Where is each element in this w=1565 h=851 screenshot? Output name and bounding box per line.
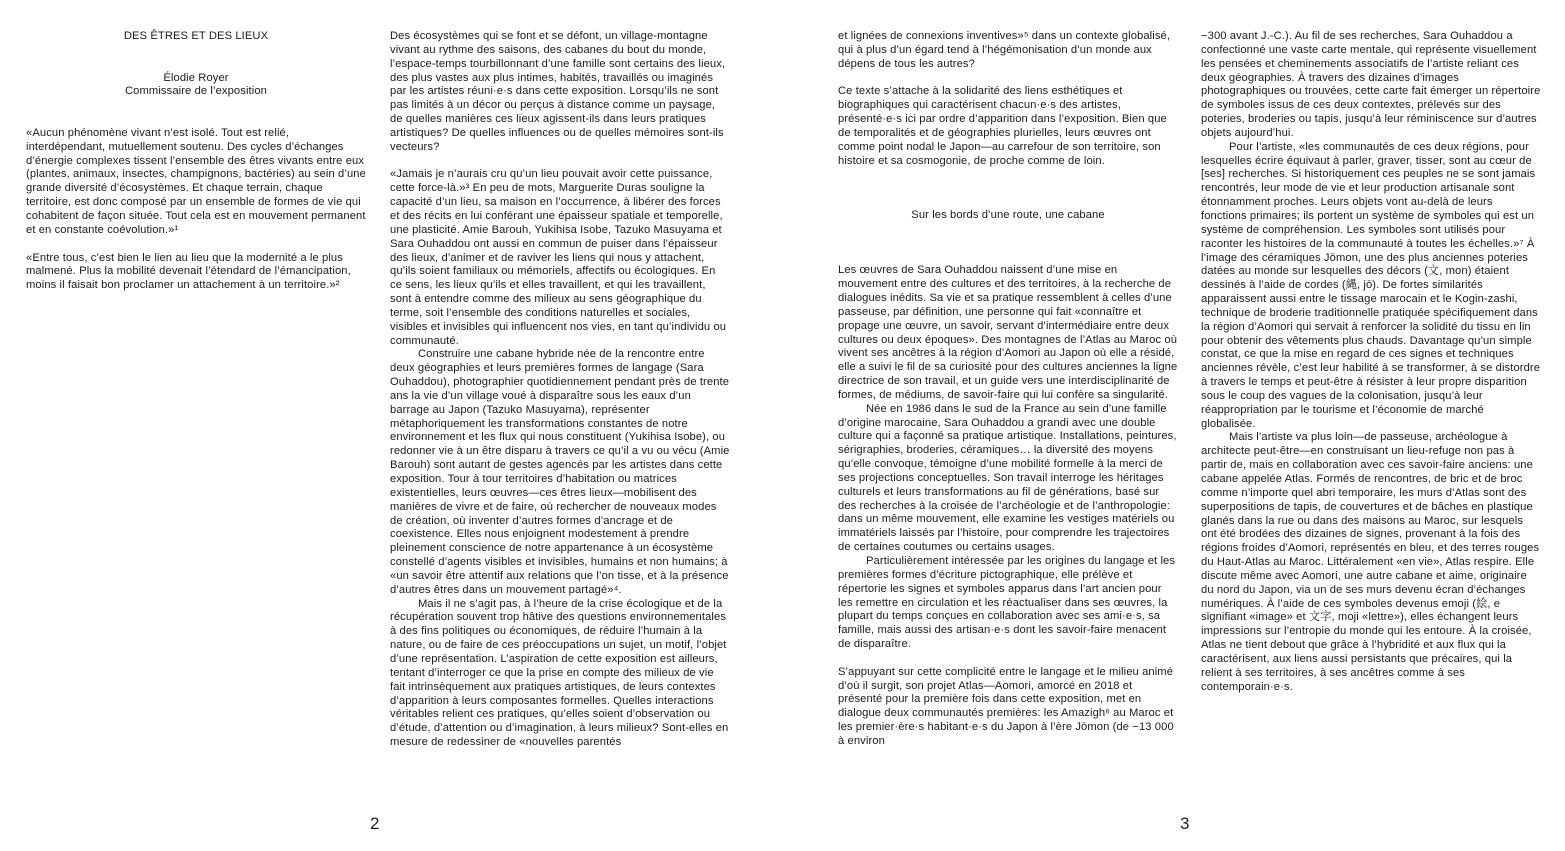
paragraph: Construire une cabane hybride née de la rencontre entre deux géographies et leurs premières formes de langage (Sara Ouhaddou), photographier quotidiennement pendant près de trente ans la vie d’un village voué à disparaître sous les eaux d’un barrage au Japon (Tazuko Masuyama), représenter métaphoriquement les transformations constantes de notre environnement et les flux qui nous constituent (Yukihisa Isobe), ou redonner vie à un être disparu à travers ce qu’il a vu ou vécu (Amie Barouh) sont autant de gestes agencés par les artistes dans cette exposition. Tour à tour territoires d’habitation ou matrices existentielles, leurs œuvres—ces êtres lieux—mobilisent des manières de vivre et de faire, où rechercher de nouveaux modes de création, où inventer d’autres formes d’ancrage et de coexistence. Elles nous enjoignent modestement à prendre pleinement conscience de notre appartenance à un écosystème constellé d’agents visibles et invisibles, humains et non humains; à «un savoir être attentif aux relations que l’on tisse, et à la présence d’autres êtres dans un mouvement partagé»⁴. (390, 348, 730, 596)
section-title: Sur les bords d’une route, une cabane (911, 209, 1105, 222)
column-2 (390, 30, 730, 750)
epigraph-1: «Aucun phénomène vivant n’est isolé. Tout est relié, interdépendant, mutuellement soutenu. Des cycles d’échanges d’énergie complexes tissent l’ensemble des êtres vivants entre eux (plantes, animaux, insectes, champignons, bactéries) au sein d’une grande diversité d’écosystèmes. Et chaque terrain, chaque territoire, est donc composé par un ensemble de formes de vie qui cohabitent de façon située. Tout cela est en mouvement permanent et en constante coévolution.»¹ (26, 126, 366, 236)
paragraph: Née en 1986 dans le sud de la France au sein d’une famille d’origine marocaine, Sara Ouhaddou a grandi avec une double culture qui a façonné sa pratique artistique. Installations, peintures, sérigraphies, broderies, céramiques… la diversité des moyens qu’elle convoque, témoigne d’une mobilité formelle à la merci de ses projections conceptuelles. Son travail interroge les héritages culturels et leurs transformations au fil de générations, basé sur des recherches à la croisée de l’archéologie et de l’anthropologie: dans un même mouvement, elle examine les vestiges matériels ou immatériels laissés par l’histoire, pour comprendre les trajectoires de certaines coutumes ou certains usages. (838, 402, 1177, 554)
paragraph: Les œuvres de Sara Ouhaddou naissent d’une mise en mouvement entre des cultures et des territoires, à la recherche de dialogues inédits. Sa vie et sa pratique ressemblent à celles d’une passeuse, par définition, une personne qui fait «connaître et propage une œuvre, un savoir, servant d’intermédiaire entre deux cultures ou deux époques». Des montagnes de l’Atlas au Maroc où vivent ses ancêtres à la région d’Aomori au Japon où elle a résidé, elle a suivi le fil de sa curiosité pour des cultures anciennes la ligne directrice de son travail, et un guide vers une interdisciplinarité de formes, de médiums, de savoir-faire qui lui confère sa singularité. (838, 264, 1178, 401)
column-4 (1201, 30, 1541, 695)
paragraph: −300 avant J.-C.). Au fil de ses recherches, Sara Ouhaddou a confectionné une vaste carte mentale, qui représente visuellement les pensées et cheminements associatifs de l’artiste reliant ces deux géographies. À travers des dizaines d’images photographiques ou trouvées, cette carte fait émerger un répertoire de symboles issus de ces deux contextes, prélevés sur des poteries, broderies ou tapis, jusqu’à leur réminiscence sur d’autres objets aujourd’hui. (1201, 30, 1541, 139)
paragraph: Des écosystèmes qui se font et se défont, un village-montagne vivant au rythme des saisons, des cabanes du bout du monde, l’espace-temps tourbillonnant d’une famille sont certains des lieux, des plus vastes aux plus intimes, habités, travaillés ou imaginés par les artistes réuni·e·s dans cette exposition. Lorsqu’ils ne sont pas limités à un décor ou perçus à distance comme un paysage, de quelles manières ces lieux agissent-ils dans leurs pratiques artistiques? De quelles influences ou de quelles mémoires sont-ils vecteurs? (390, 30, 726, 153)
page-number-left: 2 (370, 814, 380, 833)
epigraph-2: «Entre tous, c’est bien le lien au lieu que la modernité a le plus malmené. Plus la mobilité devenait l’étendard de l’émancipation, moins il faisait bon proclamer un attachement à un territoire.»² (26, 251, 351, 292)
column-3 (838, 30, 1178, 749)
paragraph: Mais il ne s’agit pas, à l’heure de la crise écologique et de la récupération souvent trop hâtive des questions environnementales à des fins politiques ou économiques, de réduire l’humain à la nature, ou de faire de ces préoccupations un sujet, un motif, l’objet d’une représentation. L’aspiration de cette exposition est ailleurs, tentant d’interroger ce que la prise en compte des milieux de vie fait intrinsèquement aux pratiques artistiques, de leurs contextes d’apparition à leurs composantes formelles. Quelles interactions véritables relient ces pratiques, qu’elles soient d’observation ou d’étude, d’attention ou d’imagination, à leurs milieux? Sont-elles en mesure de redessiner de «nouvelles parentés (390, 597, 729, 749)
paragraph: «Jamais je n’aurais cru qu’un lieu pouvait avoir cette puissance, cette force-là.»³ En peu de mots, Marguerite Duras souligne la capacité d’un lieu, sa maison en l’occurrence, à libérer des forces et des récits en lui conférant une épaisseur spatiale et temporelle, une plasticité. Amie Barouh, Yukihisa Isobe, Tazuko Masuyama et Sara Ouhaddou ont aussi en commun de puiser dans l’épaisseur des lieux, d’animer et de raviver les liens qui nous y attachent, qu’ils soient familiaux ou mémoriels, affectifs ou écologiques. En ce sens, les lieux qu’ils et elles travaillent, et qui les travaillent, sont à entendre comme des milieux au sens géographique du terme, soit l’ensemble des conditions naturelles et sociales, visibles et invisibles qui influencent nos vies, en tant qu’individu ou communauté. (390, 168, 727, 347)
paragraph: Particulièrement intéressée par les origines du langage et les premières formes d’écriture pictographique, elle prélève et répertorie les signes et symboles apparus dans l’art ancien pour les remettre en circulation et les réactualiser dans ses œuvres, la plupart du temps conçues en collaboration avec ses ami·e·s, sa famille, mais aussi des artisan·e·s dont les savoir-faire menacent de disparaître. (838, 555, 1176, 651)
page-number-right: 3 (1180, 814, 1190, 833)
paragraph: Pour l’artiste, «les communautés de ces deux régions, pour lesquelles écrire équivaut à parler, graver, tisser, sont au cœur de [ses] recherches. Si historiquement ces peuples ne se sont jamais rencontrés, leur mode de vie et leur production artisanale sont étonnamment proches. Leurs objets vont au-delà de leurs fonctions primaires; ils portent un système de symboles qui est un système de compréhension. Les symboles sont utilisés pour raconter les histoires de la communauté à toutes les échelles.»⁷ À l’image des céramiques Jōmon, une des plus anciennes poteries datées au monde sur lesquelles des décors (文, mon) étaient dessinés à l’aide de cordes (縄, jō). De fortes similarités apparaissent aussi entre le tissage marocain et le Kogin-zashi, technique de broderie traditionnelle pratiquée spécifiquement dans la région d’Aomori qui servait à renforcer la solidité du tissu en lin pour obtenir des vêtements plus chauds. Davantage qu’un simple constat, ce que la mise en regard de ces signes et techniques anciennes révèle, c’est leur habilité à se transformer, à se distordre à travers le temps et peut-être à résister à leur propre disparition sous le coup des vagues de la colonisation, jusqu’à leur réappropriation par le tourisme et l’économie de marché globalisée. (1201, 140, 1541, 430)
paragraph: Ce texte s’attache à la solidarité des liens esthétiques et biographiques qui caractérisent chacun·e·s des artistes, présenté·e·s ici par ordre d’apparition dans l’exposition. Bien que de temporalités et de géographies plurielles, leurs œuvres ont comme point nodal le Japon—au carrefour de son territoire, son histoire et sa cosmogonie, de proche comme de loin. (838, 85, 1167, 167)
paragraph: S’appuyant sur cette complicité entre le langage et le milieu animé d’où il surgit, son projet Atlas—Aomori, amorcé en 2018 et présenté pour la première fois dans cette exposition, met en dialogue deux communautés premières: les Amazigh⁶ au Maroc et les premier·ère·s habitant·e·s du Japon à l’ère Jōmon (de −13 000 à environ (838, 665, 1174, 747)
paragraph: et lignées de connexions inventives»⁵ dans un contexte globalisé, qui à plus d’un égard tend à l’hégémonisation d’un monde aux dépens de tous les autres? (838, 30, 1171, 70)
paragraph: Mais l’artiste va plus loin—de passeuse, archéologue à architecte peut-être—en construisant un lieu-refuge non pas à partir de, mais en collaboration avec ces savoir-faire anciens: une cabane appelée Atlas. Formés de rencontres, de bric et de broc comme n’importe quel abri temporaire, les murs d’Atlas sont des superpositions de tapis, de couvertures et de bâches en plastique glanés dans la rue ou dans des maisons au Maroc, sur lesquels ont été brodées des dizaines de signes, provenant à la fois des régions froides d’Aomori, représentés en bleu, et des terres rouges du Haut-Atlas au Maroc. Littéralement «en vie», Atlas respire. Elle discute même avec Aomori, une autre cabane et aime, originaire du nord du Japon, via un de ses murs devenu écran d’échanges numériques. À l’aide de ces symboles devenus emoji (絵, e signifiant «image» et 文字, moji «lettre»), elles échangent leurs impressions sur l’entropie du monde qui les entoure. À la croisée, Atlas ne tient debout que grâce à l’hybridité et aux flux qui la caractérisent, aux liens aussi persistants que précaires, qui la relient à ses territoires, à ses ancêtres comme à ses contemporain·e·s. (1201, 431, 1540, 693)
essay-title: DES ÊTRES ET DES LIEUX (123, 30, 269, 42)
column-1 (26, 30, 366, 293)
author-name: Élodie Royer (163, 71, 229, 84)
author-role: Commissaire de l’exposition (125, 85, 267, 98)
